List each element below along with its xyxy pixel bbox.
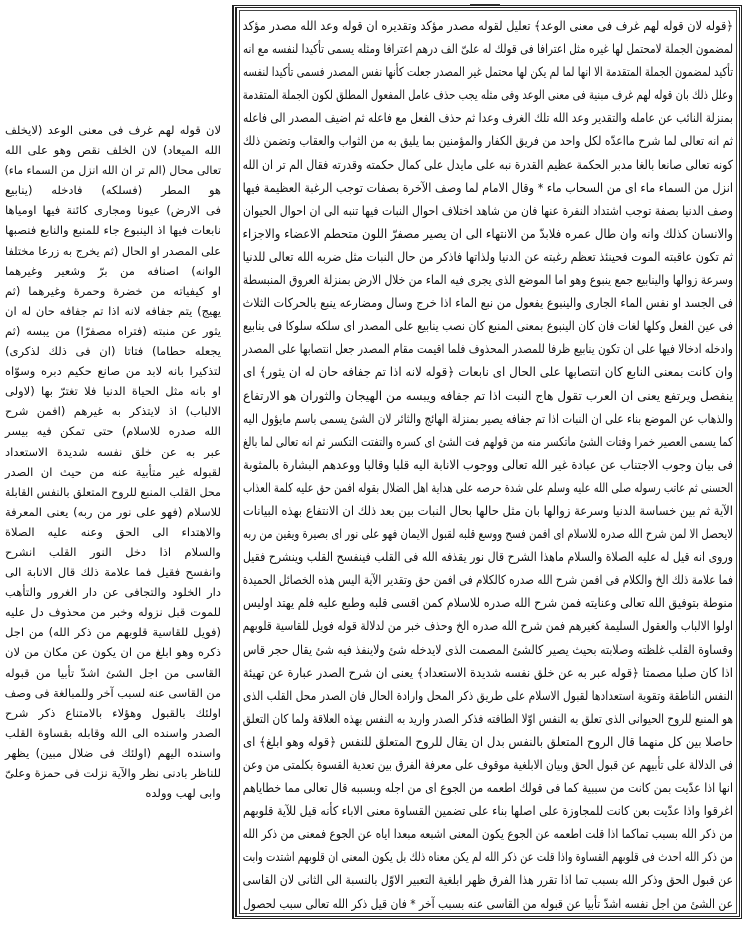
main-text-line: من ذكر الله بسبب تماكما اذا قلت اطعمه عن الجوع يكون المعنى اشبعه مبعدا اياه عن الجوع فمعنى من ذكر الله: [242, 826, 734, 842]
main-text-line: كونه تعالى صانعا بالغا مدبر الحكمة عظيم القدرة نبه على مايدل على كمال حكمته وقدرته فقال الم تر ان الله: [242, 156, 734, 172]
margin-text-line: (فويل للقاسية قلوبهم من ذكر الله) من اجل: [5, 625, 221, 640]
margin-text-line: فى الارض) عيونا ومجارى كائنة فيها اومياها: [5, 203, 221, 218]
margin-text-line: الوانه) اصنافه من برّ وشعير وغيرهما: [5, 263, 221, 278]
margin-text-line: اولئك بالقبول وهؤلاء بالامتناع ذكر شرح: [5, 705, 221, 720]
margin-text-line: محل القلب المنبع للروح المتعلق بالنفس القابلة: [5, 484, 221, 499]
main-text-line: ينفصل ويرتفع يعنى ان العرب تقول هاج النبت اذا تم جفافه ويبسه من الهيجان والثوران هو الارتفاع: [243, 387, 733, 403]
margin-text-line: والسلام اذا دخل النور القلب انشرح: [5, 544, 221, 559]
main-text-line: كما يسمى العصير خمرا وفتات الشئ ماتكسر منه من قولهم فت الشئ اى كسره والتفتت التكسر ثم انه تعالى لما بالغ: [243, 433, 733, 449]
main-text-line: لايحصل الا لمن شرح الله صدره للاسلام اى افمن فسح ووسع قلبه لقبول الايمان فهو على نور اى بصيرة ويقين من ربه: [243, 526, 733, 542]
main-text-line: انها اذا عدّيت بمن كانت من سببية كما فى قولك اطعمه من الجوع اى من اجله وبسببه قال تعالى مما خطاياهم: [242, 780, 734, 796]
margin-text-line: يجعله حطاما) فتاتا (ان فى ذلك لذكرى): [5, 344, 221, 359]
margin-text-line: هو المطر (فسلكه) فادخله (ينابيع: [5, 183, 221, 198]
main-text-line: فى الجسد او نفس الماء الجارى والينبوع يفعول من نبع الماء اذا خرج وسال ومضارعه ينبع بالحركات الثلاث: [242, 295, 733, 311]
margin-text-line: للناظر بادنى نظر والآية نزلت فى حمزة وعلىّ: [5, 766, 221, 780]
main-text-line: هو المنبع للروح الحيوانى الذى تعلق به النفس اوّلا الطافته فذكر الصدر واريد به النفس بهذه العلاقة ولما كان التعلق: [242, 710, 733, 726]
main-text-line: عن الشئ من اجل نفسه اشدّ تأبيا عن قبوله من القاسى عنه بسبب آخر * فان قيل ذكر الله تعالى سبب لحصول: [243, 895, 733, 911]
margin-text-line: نابعات فيها اذ الينبوع جاء للمنبع والنابع فنصبها: [5, 223, 221, 238]
margin-text-line: الالباب) اذ لايتذكر به غيرهم (افمن شرح: [5, 404, 221, 419]
main-text-line: فى عين الفعل وكلها لغات فان كان الينبوع بمعنى المنبع كان نصب ينابيع على المصدر اى سلكه سلوكا فى ينابيع: [242, 318, 733, 334]
main-text-line: النفس الناطقة وتقوية استعدادها لقبول الاسلام على طريق ذكر المحل وارادة الحال فان الصدر محل القلب الذى: [243, 687, 733, 703]
main-text-frame: [232, 5, 742, 919]
main-text-line: والانسان كذلك وانه وان طال عمره فلابدّ من الانتهاء الى ان يصير مصفرّ اللون متحطم الاعضاء والاجزاء: [242, 225, 734, 241]
margin-text-line: للاسلام (فهو على نور من ربه) يعنى المعرفة: [5, 504, 221, 519]
margin-text-line: الله صدره للاسلام) حتى تمكن فيه بيسر: [5, 424, 221, 439]
margin-text-line: على المصدر او الحال (ثم يخرج به زرعا مختلفا: [5, 243, 221, 258]
main-text-line: بمنزلة النائب عن عامله والتقدير وعد الله تلك الغرف وعدا ثم حذف الفعل مع فاعله ثم اضيف المصدر الى فاعله: [242, 110, 734, 126]
main-text-line: وان كانت بمعنى النابع كان انتصابها على الحال اى نابعات ﴿قوله لانه اذا تم جفافه حان له ان يثور﴾ اى: [243, 364, 733, 380]
main-text-line: ثم انه تعالى لما شرح مااعدّه لكل واحد من فريق الكفار والمؤمنين بما يليق به من الثواب والعقاب وتضمن ذلك: [242, 133, 733, 149]
margin-text-line: تعالى محال (الم تر ان الله انزل من السماء ماء): [4, 163, 221, 178]
main-text-line: الحسنى ثم عاتب رسوله صلى الله عليه وسلم على شدة حرصه على هداية اهل الضلال بقوله افمن حق عليه كلمة العذاب: [243, 479, 733, 495]
main-text-line: حاصلا بين كل منهما قال الروح المتعلق بالنفس بدل ان يقال للروح المتعلق للنفس ﴿قوله وهو ابلغ﴾ اى: [243, 733, 733, 749]
margin-text-line: دار الخلود والتجافى عن دار الغرور والتأهب: [5, 585, 221, 600]
main-text-line: ﴿قوله لان قوله لهم غرف فى معنى الوعد﴾ تعليل لقوله مصدر مؤكد وتقديره ان قوله وعد الله مصدر مؤكد: [242, 18, 733, 33]
main-text-line: اغرقوا واذا عدّيت بعن كانت للمجاوزة على اصلها بناء على تضمين القساوة معنى الاباء كأنه قيل للآية قلوبهم: [242, 803, 733, 819]
main-text-line: وادخله ادخالا فيها على ان تكون ينابيع ظرفا للمصدر المحذوف فلما اقيمت مقام المصدر جعل انتصابها على المصدر: [242, 341, 733, 357]
margin-text-line: من القاسى عنه لسبب آخر وللمبالغة فى وصف: [4, 685, 221, 700]
margin-text-line: لان قوله لهم غرف فى معنى الوعد (لايخلف: [5, 123, 221, 137]
main-text-line: الآية ثم بين خساسة الدنيا وسرعة زوالها بان مثل حالها بحال النبات بين بعد ذلك ان الانتفاع بهذه البيانات: [242, 502, 733, 518]
margin-text-line: ذكره وهو ابلغ من ان يكون عن مكان من لان: [5, 645, 221, 660]
margin-text-line: وابى لهب وولده: [145, 786, 221, 801]
margin-text-line: لتذكيرا بانه لابد من صانع حكيم دبره وسوّاه: [5, 364, 221, 379]
margin-text-line: والاهتداء الى الحق وعنه عليه الصلاة: [5, 524, 221, 539]
margin-text-line: عبر به عن خلق نفسه شديدة الاستعداد: [5, 444, 221, 459]
margin-text-line: يهيج) يتم جفافه لانه اذا تم جفافه حان له ان: [5, 303, 221, 318]
main-text-line: لمضمون الجملة لامحتمل لها غيره مثل اعترافا فى قولك له علىّ الف درهم اعترافا ومثله يسمى تأكيدا لنفسه مع انه: [243, 41, 733, 57]
main-text-line: منوطة بتوفيق الله تعالى وعنايته فمن شرح الله صدره للاسلام كمن اقسى قلبه وطبع عليه فلم يهتد اوليس: [243, 595, 733, 611]
main-text-line: ثم تكون عاقبته الموت فحينئذ تعظم رغبته عن الدنيا ولذاتها فاذكر من حال النبات مثل ضربه الله تعالى للدنيا: [242, 248, 733, 264]
margin-text-line: الله الميعاد) لان الخلف نقص وهو على الله: [5, 143, 221, 158]
margin-text-line: واسنده اليهم (اولئك فى ضلال مبين) يظهر: [5, 745, 221, 760]
main-text-line: من ذكر الله احدث فى قلوبهم القساوة واذا قلت عن ذكر الله لم يكن معناه ذلك بل يكون المعنى ان قلوبهم اشتدت وابت: [242, 849, 733, 865]
main-text-line: وصف الدنيا بصفة توجب اشتداد النفرة عنها فان من شاهد اختلاف احوال النبات فيها تنبه الى ان احوال الحيوان: [243, 202, 733, 218]
margin-text-line: وانفسح فقيل فما علامة ذلك قال الانابة الى: [5, 565, 221, 580]
margin-text-line: للموت قبل نزوله وخبر من محذوف دل عليه: [5, 605, 221, 620]
main-text-line: والذهاب عن الموضع بناء على ان النبات اذا تم جفافه يصير بمنزلة الهائج والثائر لان الشئ يسمى باسم مايؤول اليه: [243, 410, 733, 426]
main-text-line: وروى انه قيل له عليه الصلاة والسلام ماهذا الشرح قال نور يقذفه الله فى القلب فينفسح القلب وينشرح فقيل: [243, 549, 733, 565]
margin-text-line: القاسى من اجل الشئ اشدّ تأبيا من قبوله: [5, 665, 221, 680]
main-text-line: انزل من السماء ماء اى من السحاب ماء * وقال الامام لما وصف الآخرة بصفات توجب الرغبة العظيمة فيها: [242, 179, 733, 195]
main-text-line: تأكيد لمضمون الجملة المتقدمة الا انها لما لم يكن لها محتمل غير المصدر جعلت كأنها نفس المصدر فسمى تأكيدا لنفسه: [243, 64, 733, 80]
main-text-line: وسرعة زوالها والينابيع جمع ينبوع وهو اما الموضع الذى يجرى فيه الماء من خلال الارض بمنزلة العروق المنبسطة: [242, 272, 733, 288]
margin-commentary: [5, 120, 221, 803]
main-text-line: عن قبول الحق وذكر الله بسبب تما اذا تقرر هذا الفرق ظهر ابلغية التعبير الاوّل بالنسبة الى الثانى لان القاسى: [242, 872, 733, 888]
main-text-line: فى بيان وجوب الاجتناب عن عبادة غير الله تعالى ووجوب الانابة اليه قلبا وقالبا ووعدهم البشارة بالمثوبة: [243, 456, 733, 472]
main-text-line: وعلل ذلك بان قوله لهم غرف مبنية فى معنى الوعد وفى مثله يجب حذف عامل المفعول المطلق لكون الجملة المتقدمة: [242, 87, 733, 103]
main-text-line: اولوا الالباب والعقول السليمة كغيرهم فمن شرح الله صدره الخ وحذف خبر من لدلالة قوله فويل للقاسية قلوبهم: [242, 618, 733, 634]
margin-text-line: لقبوله غير متأبية عنه من حيث ان الصدر: [5, 464, 221, 479]
main-text-line: وقساوة القلب غلظته وصلابته بحيث يصير كالشئ المصمت الذى لايدخله شئ ولاينفذ فيه شئ يقال حجر قاس: [243, 641, 733, 657]
margin-text-line: او بانه مثل الحياة الدنيا فلا تغترّ بها (لاولى: [5, 384, 221, 399]
margin-text-line: الصدر واسنده الى الله وقابله بقساوة القلب: [5, 725, 221, 740]
margin-text-line: او كيفياته من خضرة وحمرة وغيرهما (ثم: [5, 283, 221, 298]
main-text-line: فى الدلالة على تأبيهم عن قبول الحق وبيان الابلغية موقوف على معرفة الفرق بين تعدية القسوة بكلمتى من وعن: [242, 757, 733, 772]
main-text-line: اذا كان صلبا مصمتا ﴿قوله عبر به عن خلق نفسه شديدة الاستعداد﴾ يعنى ان شرح الصدر عبارة عن تهيئة: [242, 664, 733, 680]
margin-text-line: يثور عن منبته (فتراه مصفرّا) من يبسه (ثم: [5, 323, 221, 338]
main-text-line: فما علامة ذلك الخ والكلام فى افمن شرح الله صدره كالكلام فى افمن حق وتقدير الآية اليس هذه الخصائل الحميدة: [242, 572, 734, 588]
